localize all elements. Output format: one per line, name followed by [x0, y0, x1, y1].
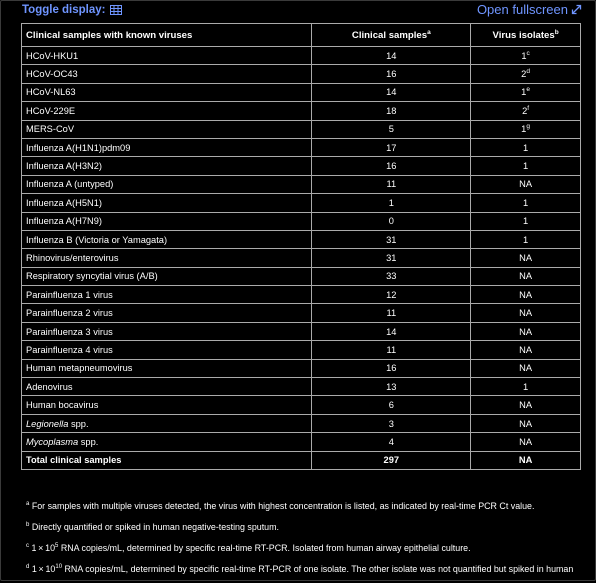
table-row [22, 212, 581, 230]
virus-isolates-cell: 1 [471, 157, 581, 175]
clinical-samples-cell: 5 [312, 120, 471, 138]
header-clinical-samples: Clinical samples$^a$ [312, 24, 471, 47]
table-row [22, 249, 581, 267]
virus-name-cell: Respiratory syncytial virus (A/B) [22, 267, 312, 285]
virus-isolates-cell: NA [471, 359, 581, 377]
clinical-samples-cell: 11 [312, 304, 471, 322]
table-row [22, 230, 581, 248]
virus-isolates-cell: NA [471, 286, 581, 304]
table-row [22, 341, 581, 359]
virus-isolates-cell: NA [471, 341, 581, 359]
virus-name-cell: Parainfluenza 2 virus [22, 304, 312, 322]
virus-name-cell: MERS-CoV [22, 120, 312, 138]
virus-isolates-cell: 1 [471, 378, 581, 396]
clinical-samples-cell: 33 [312, 267, 471, 285]
table-row [22, 267, 581, 285]
clinical-samples-cell: 14 [312, 83, 471, 101]
table-row [22, 83, 581, 101]
virus-name-cell: HCoV-NL63 [22, 83, 312, 101]
virus-isolates-cell: 1 [471, 194, 581, 212]
virus-name-cell: Parainfluenza 4 virus [22, 341, 312, 359]
virus-isolates-cell: NA [471, 249, 581, 267]
table-row [22, 194, 581, 212]
table-row [22, 138, 581, 156]
total-isolates-cell: NA [471, 451, 581, 469]
clinical-samples-cell: 31 [312, 249, 471, 267]
total-samples-cell: 297 [312, 451, 471, 469]
virus-name-cell: Mycoplasma spp. [22, 433, 312, 451]
virus-isolates-cell: NA [471, 414, 581, 432]
header-virus-isolates: Virus isolates$^b$ [471, 24, 581, 47]
virus-name-cell: HCoV-OC43 [22, 65, 312, 83]
table-row [22, 286, 581, 304]
virus-isolates-cell: 2$^d$ [471, 65, 581, 83]
table-row [22, 120, 581, 138]
clinical-samples-cell: 17 [312, 138, 471, 156]
virus-isolates-cell: 1 [471, 230, 581, 248]
clinical-samples-cell: 13 [312, 378, 471, 396]
footnote: $^c$ $1 \times 10^5$ RNA copies/mL, determined by specific real-time RT-PCR. Isolated from human airway epithelial culture. [26, 543, 471, 553]
expand-icon [571, 4, 582, 15]
table-row [22, 359, 581, 377]
table-row [22, 47, 581, 65]
virus-name-cell: Parainfluenza 3 virus [22, 322, 312, 340]
footnotes [26, 499, 586, 583]
virus-isolates-cell: 1$^g$ [471, 120, 581, 138]
footnote: $^b$ Directly quantified or spiked in human negative-testing sputum. [26, 522, 279, 532]
virus-name-cell: HCoV-229E [22, 102, 312, 120]
virus-isolates-cell: NA [471, 322, 581, 340]
total-label-cell: Total clinical samples [22, 451, 312, 469]
virus-name-cell: Human metapneumovirus [22, 359, 312, 377]
clinical-samples-cell: 14 [312, 322, 471, 340]
virus-name-cell: Influenza A(H3N2) [22, 157, 312, 175]
virus-name-cell: Rhinovirus/enterovirus [22, 249, 312, 267]
virus-isolates-cell: 1 [471, 138, 581, 156]
clinical-samples-cell: 16 [312, 157, 471, 175]
virus-name-cell: Adenovirus [22, 378, 312, 396]
toggle-display-button[interactable] [22, 4, 122, 16]
table-row [22, 378, 581, 396]
clinical-samples-cell: 14 [312, 47, 471, 65]
grid-icon [110, 5, 122, 15]
table-row [22, 175, 581, 193]
toggle-display-label: Toggle display: [22, 4, 106, 16]
clinical-samples-cell: 16 [312, 65, 471, 83]
clinical-samples-cell: 3 [312, 414, 471, 432]
clinical-samples-cell: 11 [312, 341, 471, 359]
open-fullscreen-link[interactable] [477, 2, 582, 17]
table-row [22, 102, 581, 120]
clinical-samples-cell: 18 [312, 102, 471, 120]
clinical-samples-cell: 4 [312, 433, 471, 451]
virus-isolates-cell: 1 [471, 212, 581, 230]
footnote: $^a$ For samples with multiple viruses detected, the virus with highest concentration is listed, as indicated by real-time PCR Ct value. [26, 501, 535, 511]
virus-isolates-cell: NA [471, 433, 581, 451]
virus-name-cell: Influenza B (Victoria or Yamagata) [22, 230, 312, 248]
toolbar [0, 0, 596, 22]
table-row [22, 396, 581, 414]
virus-isolates-cell: NA [471, 304, 581, 322]
clinical-samples-cell: 1 [312, 194, 471, 212]
virus-table [21, 23, 581, 470]
table-header-row [22, 24, 581, 47]
footnote: $^d$ $1 \times 10^{10}$ RNA copies/mL, determined by specific real-time RT-PCR of one isolate. The other isolate was not quantified but spiked in human [26, 564, 574, 574]
virus-name-cell: Influenza A(H7N9) [22, 212, 312, 230]
open-fullscreen-label: Open fullscreen [476, 2, 568, 17]
virus-isolates-cell: 1e [471, 83, 581, 101]
virus-isolates-cell: 2$^f$ [471, 102, 581, 120]
clinical-samples-cell: 12 [312, 286, 471, 304]
virus-name-cell: Legionella spp. [22, 414, 312, 432]
virus-name-cell: Human bocavirus [22, 396, 312, 414]
virus-isolates-cell: 1$^c$ [471, 47, 581, 65]
table-row [22, 157, 581, 175]
virus-name-cell: Influenza A(H5N1) [22, 194, 312, 212]
virus-isolates-cell: NA [471, 396, 581, 414]
virus-name-cell: Influenza A (untyped) [22, 175, 312, 193]
table-row [22, 414, 581, 432]
table-row [22, 65, 581, 83]
clinical-samples-cell: 0 [312, 212, 471, 230]
virus-name-cell: Influenza A(H1N1)pdm09 [22, 138, 312, 156]
table-row [22, 322, 581, 340]
clinical-samples-cell: 16 [312, 359, 471, 377]
header-known-viruses: Clinical samples with known viruses [22, 24, 312, 47]
clinical-samples-cell: 31 [312, 230, 471, 248]
clinical-samples-cell: 6 [312, 396, 471, 414]
virus-name-cell: Parainfluenza 1 virus [22, 286, 312, 304]
virus-name-cell: HCoV-HKU1 [22, 47, 312, 65]
table-total-row [22, 451, 581, 469]
virus-isolates-cell: NA [471, 175, 581, 193]
table-row [22, 304, 581, 322]
virus-isolates-cell: NA [471, 267, 581, 285]
table-row [22, 433, 581, 451]
clinical-samples-cell: 11 [312, 175, 471, 193]
